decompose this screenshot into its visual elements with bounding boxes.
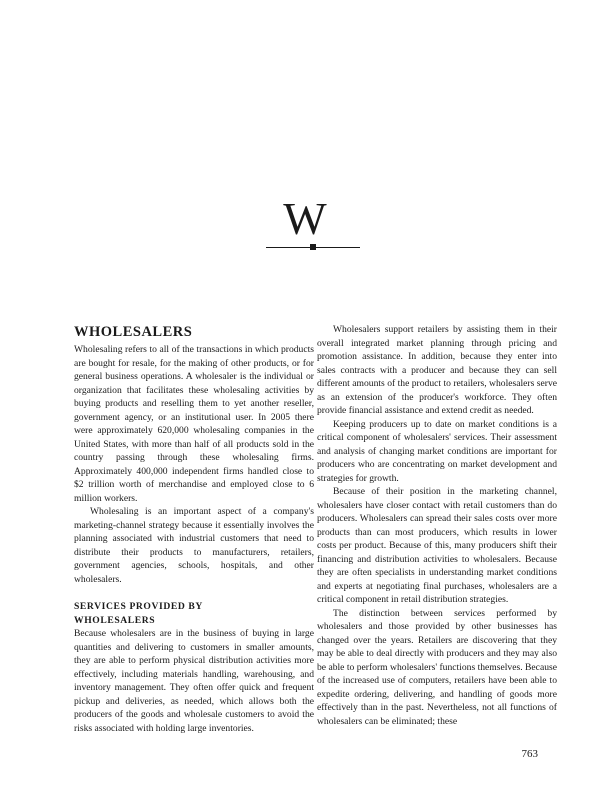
subsection-heading <box>74 600 314 627</box>
page-number: 763 <box>521 748 538 760</box>
body-paragraph: Keeping producers up to date on market conditions is a critical component of wholesalers' services. Their assessment and analysis of changing market conditions are important for producers who are concentrating on market development and strategies for growth. <box>317 418 557 484</box>
chapter-divider <box>266 243 360 251</box>
left-column <box>74 323 314 735</box>
section-heading: WHOLESALERS <box>74 324 193 340</box>
subsection-heading-line: WHOLESALERS <box>74 614 156 626</box>
body-paragraph: Because wholesalers are in the business of buying in large quantities and delivering to customers in smaller amounts, they are able to perform physical distribution activities more effectively, including materials handling, warehousing, and inventory management. They often offer quick and frequent pickup and deliveries, as needed, which allows both the producers of the goods and wholesale customers to avoid the risks associated with holding large inventories. <box>74 628 314 734</box>
body-paragraph: Wholesaling is an important aspect of a company's marketing-channel strategy because it essentially involves the planning associated with industrial customers that need to distribute their products to manufacturers, retailers, government agencies, schools, hospitals, and other wholesalers. <box>74 506 314 585</box>
subsection-heading-line: SERVICES PROVIDED BY <box>74 601 203 612</box>
body-paragraph: Wholesaling refers to all of the transactions in which products are bought for resale, for the making of other products, or for general business operations. A wholesaler is the individual or organization that facilitates these wholesaling activities by buying products and reselling them to yet another reseller, government agency, or an institutional user. In 2005 there were approximately 620,000 wholesaling companies in the United States, with more than half of all products sold in the country passing through these wholesaling firms. Approximately 400,000 independent firms handled close to $2 trillion worth of merchandise and employed close to 6 million workers. <box>74 344 314 504</box>
body-paragraph: Because of their position in the marketing channel, wholesalers have closer contact with retail customers than do producers. Wholesalers can spread their sales costs over more products than can most producers, which results in lower costs per product. Because of this, many producers shift their financing and distribution activities to wholesalers. Because they are often specialists in understanding market conditions and experts at negotiating final purchases, wholesalers are a critical component in retail distribution strategies. <box>317 486 557 605</box>
divider-square-ornament <box>310 244 316 250</box>
right-column <box>317 323 557 728</box>
body-paragraph: Wholesalers support retailers by assisting them in their overall integrated market planning through pricing and promotion assistance. In addition, because they enter into sales contracts with a producer and because they can sell different amounts of the product to retailers, wholesalers serve as an extension of the producer's workforce. They often provide financial assistance and extend credit as needed. <box>317 324 557 416</box>
body-paragraph: The distinction between services performed by wholesalers and those provided by other businesses has changed over the years. Retailers are discovering that they may be able to deal directly with producers and they may also be able to perform wholesalers' functions themselves. Because of the increased use of computers, retailers have been able to expedite ordering, delivering, and handling of goods more effectively than in the past. Nevertheless, not all functions of wholesalers can be eliminated; these <box>317 607 557 727</box>
chapter-letter: W <box>283 193 327 244</box>
